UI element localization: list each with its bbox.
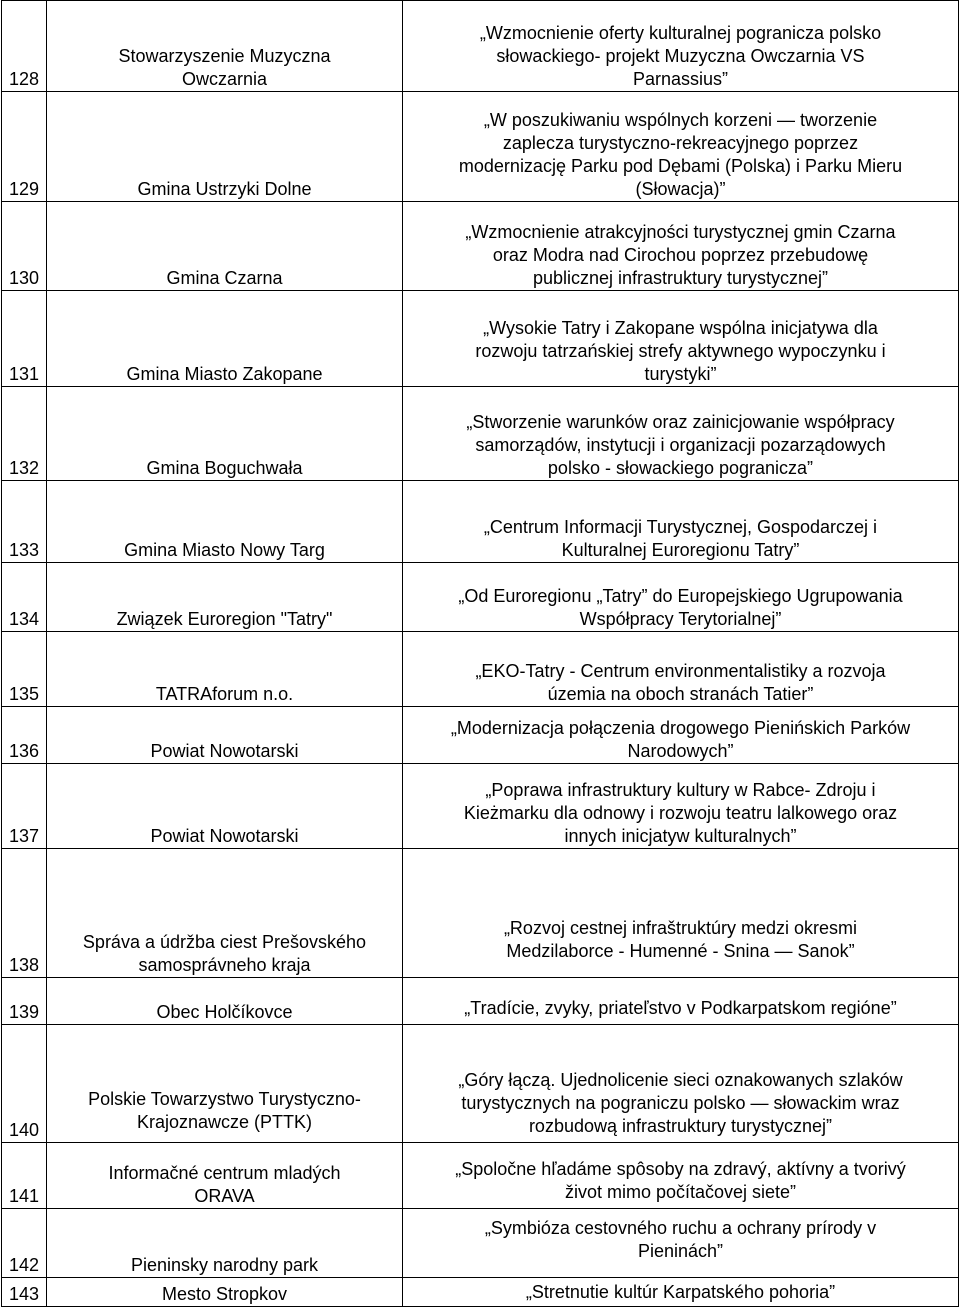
table-row [2,1025,959,1143]
row-number: 138 [2,849,47,978]
project-title: „Wzmocnienie atrakcyjności turystycznej gmin Czarna oraz Modra nad Cirochou poprzez przebudowę publicznej infrastruktury turystycznej” [403,202,959,291]
table-row [2,1209,959,1278]
project-title: „Wzmocnienie oferty kulturalnej pogranicza polsko słowackiego- projekt Muzyczna Owczarnia VS Parnassius” [403,1,959,92]
table-row [2,202,959,291]
row-number: 130 [2,202,47,291]
project-title: „Wysokie Tatry i Zakopane wspólna inicjatywa dla rozwoju tatrzańskiej strefy aktywnego wypoczynku i turystyki” [403,291,959,387]
table-row [2,387,959,481]
row-number: 143 [2,1278,47,1307]
project-title: „Rozvoj cestnej infraštruktúry medzi okresmi Medzilaborce - Humenné - Snina — Sanok” [403,849,959,978]
organization-name: Powiat Nowotarski [47,764,403,849]
table-row [2,849,959,978]
project-title: „Od Euroregionu „Tatry” do Europejskiego Ugrupowania Współpracy Terytorialnej” [403,563,959,632]
table-row [2,1278,959,1307]
row-number: 136 [2,707,47,764]
table-row [2,92,959,202]
organization-name: Obec Holčíkovce [47,978,403,1025]
table-row [2,481,959,563]
project-title: „Symbióza cestovného ruchu a ochrany prírody v Pieninách” [403,1209,959,1278]
organization-name: Polskie Towarzystwo Turystyczno- Krajoznawcze (PTTK) [47,1025,403,1143]
project-title: „Centrum Informacji Turystycznej, Gospodarczej i Kulturalnej Euroregionu Tatry” [403,481,959,563]
organization-name: Powiat Nowotarski [47,707,403,764]
table-row [2,563,959,632]
project-title: „Stretnutie kultúr Karpatského pohoria” [403,1278,959,1307]
row-number: 142 [2,1209,47,1278]
project-title: „EKO-Tatry - Centrum environmentalistiky a rozvoja územia na oboch stranách Tatier” [403,632,959,707]
project-title: „Tradície, zvyky, priateľstvo v Podkarpatskom regióne” [403,978,959,1025]
organization-name: TATRAforum n.o. [47,632,403,707]
row-number: 140 [2,1025,47,1143]
table-row [2,764,959,849]
organization-name: Gmina Miasto Zakopane [47,291,403,387]
project-title: „Poprawa infrastruktury kultury w Rabce- Zdroju i Kieżmarku dla odnowy i rozwoju teatru lalkowego oraz innych inicjatyw kulturalnych” [403,764,959,849]
project-title: „Spoločne hľadáme spôsoby na zdravý, aktívny a tvorivý život mimo počítačovej siete” [403,1143,959,1209]
organization-name: Stowarzyszenie Muzyczna Owczarnia [47,1,403,92]
table-row [2,707,959,764]
project-title: „Modernizacja połączenia drogowego Pienińskich Parków Narodowych” [403,707,959,764]
table-row [2,978,959,1025]
project-title: „Góry łączą. Ujednolicenie sieci oznakowanych szlaków turystycznych na pograniczu polsko — słowackim wraz rozbudową infrastruktury turystycznej” [403,1025,959,1143]
table-row [2,632,959,707]
projects-table [1,0,959,1307]
table-row [2,1143,959,1209]
row-number: 141 [2,1143,47,1209]
table-row [2,1,959,92]
row-number: 131 [2,291,47,387]
row-number: 139 [2,978,47,1025]
row-number: 133 [2,481,47,563]
organization-name: Pieninsky narodny park [47,1209,403,1278]
organization-name: Gmina Czarna [47,202,403,291]
row-number: 137 [2,764,47,849]
organization-name: Gmina Miasto Nowy Targ [47,481,403,563]
row-number: 135 [2,632,47,707]
organization-name: Gmina Ustrzyki Dolne [47,92,403,202]
organization-name: Gmina Boguchwała [47,387,403,481]
project-title: „W poszukiwaniu wspólnych korzeni — tworzenie zaplecza turystyczno-rekreacyjnego poprzez modernizację Parku pod Dębami (Polska) i Parku Mieru (Słowacja)” [403,92,959,202]
organization-name: Mesto Stropkov [47,1278,403,1307]
row-number: 129 [2,92,47,202]
organization-name: Informačné centrum mladých ORAVA [47,1143,403,1209]
row-number: 128 [2,1,47,92]
organization-name: Správa a údržba ciest Prešovského samosprávneho kraja [47,849,403,978]
table-row [2,291,959,387]
row-number: 134 [2,563,47,632]
organization-name: Związek Euroregion "Tatry" [47,563,403,632]
row-number: 132 [2,387,47,481]
project-title: „Stworzenie warunków oraz zainicjowanie współpracy samorządów, instytucji i organizacji pozarządowych polsko - słowackiego pogranicza” [403,387,959,481]
